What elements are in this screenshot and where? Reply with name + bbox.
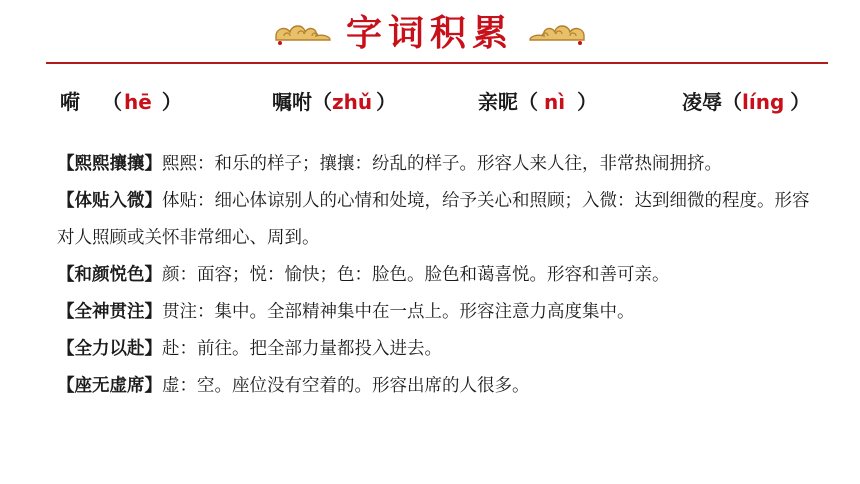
idiom-definition: 贯注：集中。全部精神集中在一点上。形容注意力高度集中。 [162,302,635,322]
header [0,8,860,58]
pinyin-close-paren: ） [577,90,598,114]
idiom-entry [57,257,817,294]
idiom-term: 【全力以赴】 [57,339,162,359]
idiom-term: 【熙熙攘攘】 [57,154,162,174]
pinyin-item [60,86,182,118]
idiom-term: 【全神贯注】 [57,302,162,322]
idiom-definition: 体贴：细心体谅别人的心情和处境，给予关心和照顾；入微：达到细微的程度。形容对人照顾或关怀非常细心、周到。 [57,191,810,248]
pinyin-word: 嗬 [60,90,80,114]
pinyin-value: zhǔ [332,90,373,114]
pinyin-item [682,86,810,118]
cloud-ornament-right-icon [526,18,588,48]
pinyin-close-paren: ） [376,90,397,114]
pinyin-open-paren: （ [722,90,742,114]
pinyin-word: 凌辱 [682,90,722,114]
idiom-term: 【座无虚席】 [57,376,162,396]
pinyin-open-paren: （ [518,90,538,114]
idiom-entry [57,294,817,331]
idiom-definition: 颜：面容；悦：愉快；色：脸色。脸色和蔼喜悦。形容和善可亲。 [162,265,670,285]
pinyin-value: nì [544,90,566,114]
pinyin-item [478,86,597,118]
pinyin-item [272,86,396,118]
idiom-definition: 赴：前往。把全部力量都投入进去。 [162,339,442,359]
idiom-entry [57,331,817,368]
pinyin-row [0,86,860,118]
title-divider [46,62,828,64]
idiom-term: 【体贴入微】 [57,191,162,211]
idiom-entry [57,146,817,183]
idiom-list [57,146,817,405]
pinyin-word: 嘱咐 [272,90,312,114]
cloud-ornament-left-icon [272,18,334,48]
idiom-entry [57,183,817,257]
page-title: 字词积累 [345,12,514,54]
idiom-definition: 熙熙：和乐的样子；攘攘：纷乱的样子。形容人来人往，非常热闹拥挤。 [162,154,722,174]
pinyin-value: líng [742,90,785,114]
pinyin-value: hē [124,90,152,114]
pinyin-open-paren: （ [102,90,122,114]
pinyin-close-paren: ） [161,90,182,114]
pinyin-word: 亲昵 [478,90,518,114]
idiom-definition: 虚：空。座位没有空着的。形容出席的人很多。 [162,376,530,396]
idiom-term: 【和颜悦色】 [57,265,162,285]
idiom-entry [57,368,817,405]
pinyin-open-paren: （ [312,90,332,114]
pinyin-close-paren: ） [790,90,811,114]
